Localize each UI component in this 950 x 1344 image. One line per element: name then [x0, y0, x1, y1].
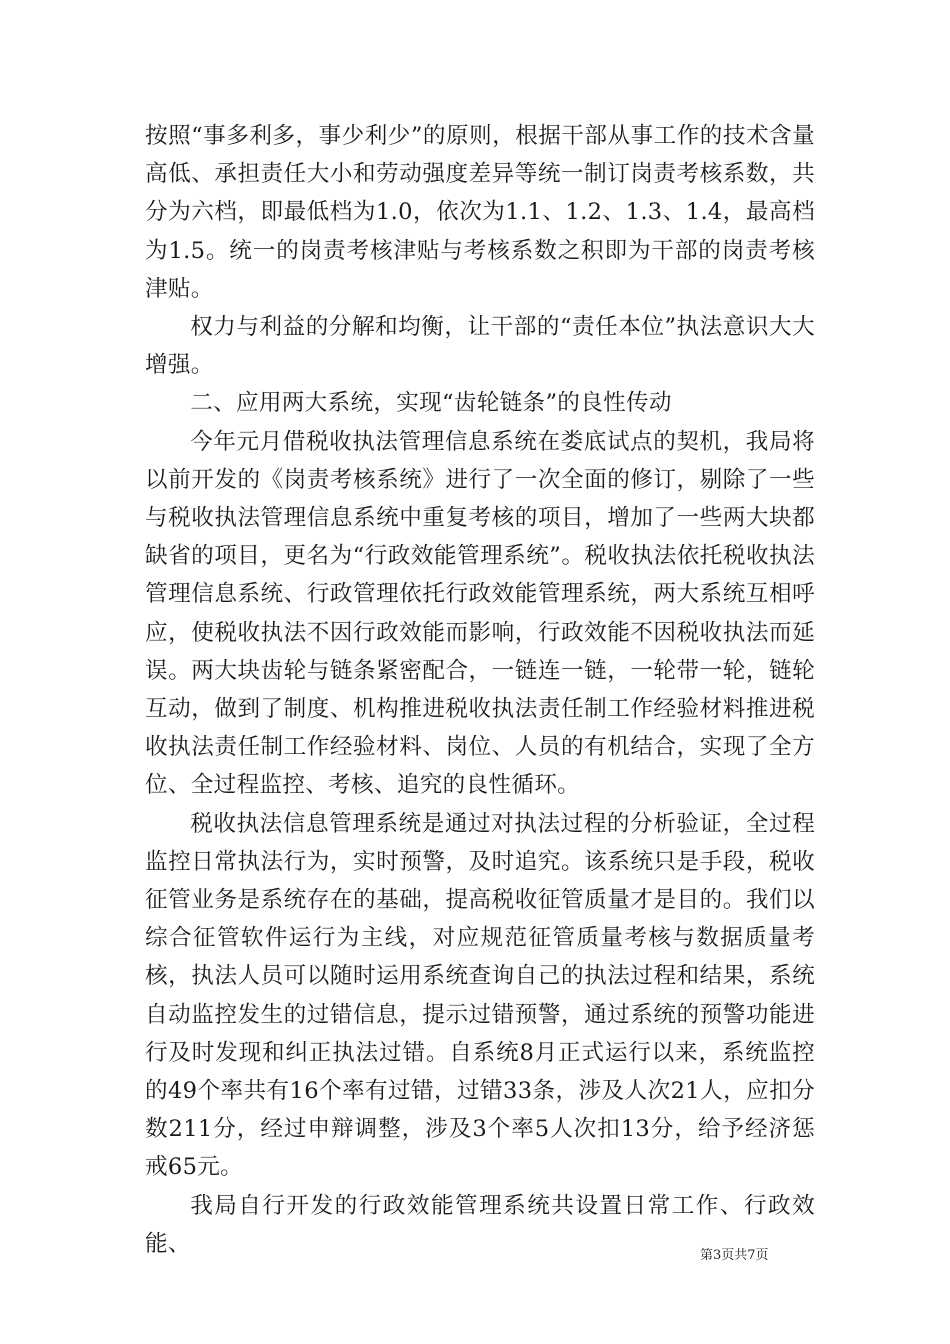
- page-indicator: 第3页共7页: [700, 1248, 769, 1263]
- paragraph-3: 今年元月借税收执法管理信息系统在娄底试点的契机，我局将以前开发的《岗责考核系统》进行了一次全面的修订，剔除了一些与税收执法管理信息系统中重复考核的项目，增加了一些两大块都缺省的项目，更名为“行政效能管理系统”。税收执法依托税收执法管理信息系统、行政管理依托行政效能管理系统，两大系统互相呼应，使税收执法不因行政效能而影响，行政效能不因税收执法而延误。两大块齿轮与链条紧密配合，一链连一链，一轮带一轮，链轮互动，做到了制度、机构推进税收执法责任制工作经验材料推进税收执法责任制工作经验材料、岗位、人员的有机结合，实现了全方位、全过程监控、考核、追究的良性循环。: [145, 428, 815, 799]
- document-body: [145, 117, 815, 1263]
- paragraph-5: 我局自行开发的行政效能管理系统共设置日常工作、行政效能、: [145, 1192, 815, 1257]
- paragraph-1: 按照“事多利多，事少利少”的原则，根据干部从事工作的技术含量高低、承担责任大小和劳动强度差异等统一制订岗责考核系数，共分为六档，即最低档为1.0，依次为1.1、1.2、1.3、1.4，最高档为1.5。统一的岗责考核津贴与考核系数之积即为干部的岗责考核津贴。: [145, 123, 815, 302]
- paragraph-2: 权力与利益的分解和均衡，让干部的“责任本位”执法意识大大增强。: [145, 314, 815, 379]
- page-footer: [700, 1248, 820, 1264]
- section-heading: 二、应用两大系统，实现“齿轮链条”的良性传动: [190, 390, 672, 417]
- paragraph-4: 税收执法信息管理系统是通过对执法过程的分析验证，全过程监控日常执法行为，实时预警，及时追究。该系统只是手段，税收征管业务是系统存在的基础，提高税收征管质量才是目的。我们以综合征管软件运行为主线，对应规范征管质量考核与数据质量考核，执法人员可以随时运用系统查询自己的执法过程和结果，系统自动监控发生的过错信息，提示过错预警，通过系统的预警功能进行及时发现和纠正执法过错。自系统8月正式运行以来，系统监控的49个率共有16个率有过错，过错33条，涉及人次21人，应扣分数211分，经过申辩调整，涉及3个率5人次扣13分，给予经济惩戒65元。: [145, 810, 815, 1181]
